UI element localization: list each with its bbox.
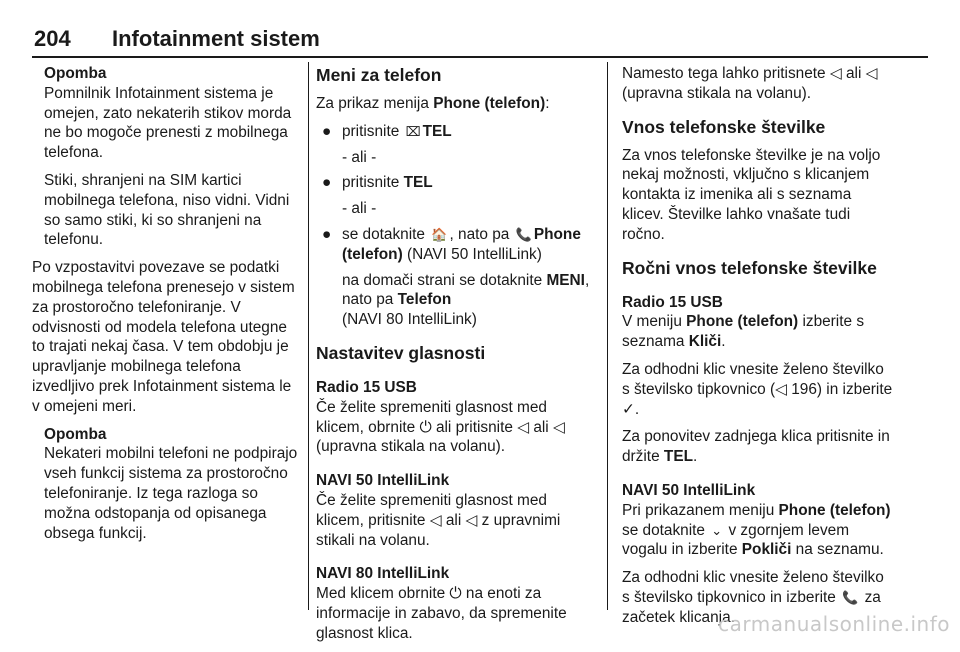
- note-text: Nekateri mobilni telefoni ne podpirajo vseh funkcij sistema za prostoročno telefoniranje. Iz tega razloga so možna odstopanja od opisanega obsega funkcij.: [44, 445, 298, 542]
- note-text: Pomnilnik Infotainment sistema je omejen, zato nekaterih stikov morda ne bo mogoče prenesti z mobilnega telefona.: [44, 84, 292, 162]
- list-item: ● pritisnite ⌧ TEL: [322, 122, 452, 140]
- column-middle: [316, 64, 596, 652]
- note-block: [32, 425, 302, 544]
- list-subtext: na domači strani se dotaknite MENI, nato pa Telefon (NAVI 80 IntelliLink): [342, 271, 590, 329]
- body-paragraph: Za odhodni klic vnesite želeno številko s številsko tipkovnico in izberite 📞 za začetek klicanja.: [622, 569, 884, 626]
- bullet-icon: ●: [322, 225, 332, 243]
- column-right: [622, 64, 894, 636]
- subheading: Radio 15 USB: [316, 378, 417, 396]
- page-number: 204: [34, 26, 71, 51]
- body-paragraph: Če želite spremeniti glasnost med klicem, obrnite ⏻ ali pritisnite ◁ ali ◁ (upravna stikala na volanu).: [316, 398, 565, 456]
- subheading: Radio 15 USB: [622, 293, 723, 311]
- phone-icon: 📞: [842, 589, 859, 605]
- section-heading: Meni za telefon: [316, 65, 442, 85]
- watermark: carmanualsonline.info: [718, 612, 950, 636]
- bullet-icon: ●: [322, 122, 332, 140]
- chevron-down-icon: ⌄: [711, 522, 723, 538]
- phone-icon: 📞: [515, 226, 532, 242]
- page-title: Infotainment sistem: [112, 26, 320, 51]
- column-divider: [308, 62, 309, 610]
- section-heading: Vnos telefonske številke: [622, 116, 826, 137]
- note-block: [32, 64, 302, 250]
- subheading: NAVI 50 IntelliLink: [316, 472, 450, 490]
- page-header: [32, 22, 928, 58]
- home-icon: 🏠: [431, 226, 448, 242]
- body-paragraph: Če želite spremeniti glasnost med klicem, pritisnite ◁ ali ◁ z upravnimi stikali na volanu.: [316, 491, 561, 549]
- subheading: NAVI 50 IntelliLink: [622, 481, 756, 499]
- body-paragraph: Namesto tega lahko pritisnete ◁ ali ◁ (upravna stikala na volanu).: [622, 65, 878, 102]
- section-heading: Ročni vnos telefonske številke: [622, 257, 877, 278]
- body-paragraph: Med klicem obrnite ⏻ na enoti za informacije in zabavo, da spremenite glasnost klica.: [316, 585, 567, 642]
- note-heading: Opomba: [44, 425, 107, 443]
- list-item: ● se dotaknite 🏠 , nato pa 📞 Phone (telefon) (NAVI 50 IntelliLink): [322, 225, 581, 263]
- column-left: [32, 64, 302, 551]
- phone-button-icon: ⌧: [405, 123, 421, 139]
- body-paragraph: Za ponovitev zadnjega klica pritisnite in držite TEL.: [622, 428, 890, 466]
- bullet-icon: ●: [322, 174, 332, 192]
- section-heading: Nastavitev glasnosti: [316, 342, 486, 363]
- note-heading: Opomba: [44, 65, 107, 82]
- body-paragraph: Za vnos telefonske številke je na voljo nekaj možnosti, vključno s klicanjem kontakta iz imenika ali s seznama klicev. Številke lahko vnašate tudi ročno.: [622, 146, 881, 243]
- subheading: NAVI 80 IntelliLink: [316, 565, 450, 583]
- body-paragraph: Po vzpostavitvi povezave se podatki mobilnega telefona prenesejo v sistem za prostoročno telefoniranje. V odvisnosti od modela telefona utegne to trajati nekaj časa. V tem obdobju je upravljanje mobilnega telefona izvedljivo prek Infotainment sistema le v omejeni meri.: [32, 259, 295, 415]
- note-text: Stiki, shranjeni na SIM kartici mobilnega telefona, niso vidni. Vidni so samo stiki, ki so shranjeni na telefonu.: [44, 171, 290, 249]
- body-paragraph: Za odhodni klic vnesite želeno številko s številsko tipkovnico (◁ 196) in izberite ✓.: [622, 360, 893, 418]
- list-item: ● pritisnite TEL: [322, 174, 433, 192]
- or-separator: - ali -: [342, 148, 377, 166]
- body-paragraph: Pri prikazanem meniju Phone (telefon) se dotaknite ⌄ v zgornjem levem vogalu in izberite Pokliči na seznamu.: [622, 501, 891, 559]
- or-separator: - ali -: [342, 200, 377, 218]
- body-paragraph: V meniju Phone (telefon) izberite s seznama Kliči.: [622, 313, 865, 351]
- menu-intro: Za prikaz menija Phone (telefon):: [316, 95, 550, 112]
- column-divider: [607, 62, 608, 610]
